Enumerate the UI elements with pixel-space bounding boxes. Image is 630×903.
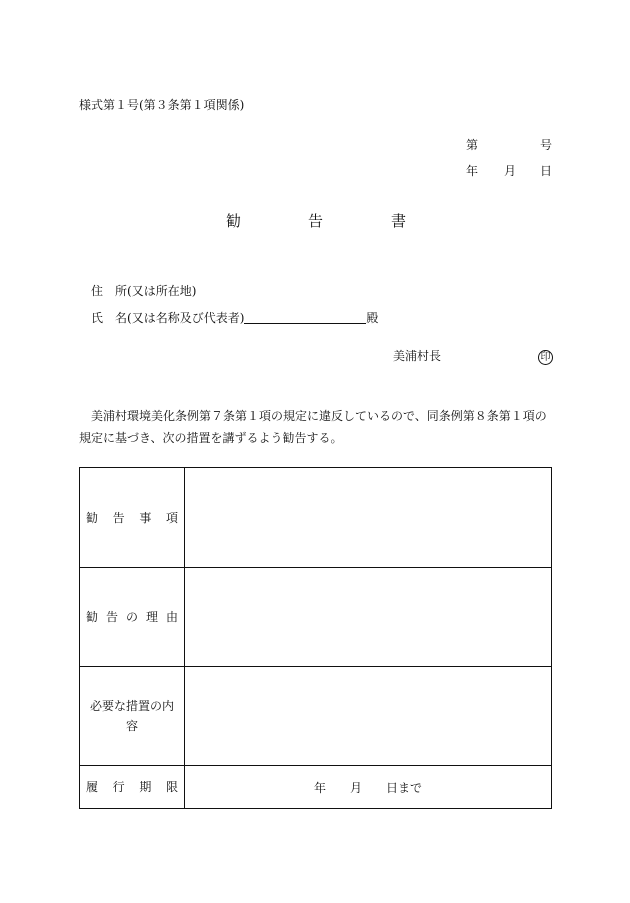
date-day: 日 bbox=[540, 164, 553, 178]
deadline-day-until: 日まで bbox=[386, 780, 423, 795]
address-label-char: 住 bbox=[91, 284, 104, 298]
honorific: 殿 bbox=[366, 311, 379, 325]
deadline-month: 月 bbox=[349, 780, 362, 795]
label-char: 項 bbox=[165, 510, 178, 525]
address-label-suffix: (又は所在地) bbox=[127, 284, 197, 298]
name-label-suffix: (又は名称及び代表者) bbox=[127, 311, 245, 325]
label-char: の bbox=[125, 610, 138, 624]
label-char: 期 bbox=[139, 780, 152, 794]
table-row bbox=[80, 766, 552, 809]
seal-icon: 印 bbox=[538, 350, 553, 365]
reason-field[interactable] bbox=[185, 568, 552, 667]
name-label-char: 名 bbox=[115, 311, 128, 325]
number-dai: 第 bbox=[466, 138, 479, 152]
label-char: 理 bbox=[145, 610, 158, 624]
name-label bbox=[91, 310, 378, 326]
label-char: 事 bbox=[139, 510, 152, 525]
label-char: 由 bbox=[165, 610, 178, 624]
table-row bbox=[80, 568, 552, 667]
required-measures-field[interactable] bbox=[185, 667, 552, 766]
body-line-1: 美浦村環境美化条例第７条第１項の規定に違反しているので、同条例第８条第１項の bbox=[91, 409, 547, 423]
label-char: 限 bbox=[165, 780, 178, 794]
name-blank-line[interactable] bbox=[244, 311, 366, 324]
number-go: 号 bbox=[540, 138, 553, 152]
row-label-required-measures bbox=[80, 667, 185, 766]
recommendation-items-field[interactable] bbox=[185, 468, 552, 568]
form-id: 様式第１号(第３条第１項関係) bbox=[79, 98, 245, 112]
label-char: 告 bbox=[105, 610, 118, 624]
table-row bbox=[80, 667, 552, 766]
issuer-title: 美浦村長 bbox=[393, 349, 442, 363]
title-char: 勧 bbox=[226, 212, 242, 230]
address-label bbox=[91, 283, 196, 299]
title-char: 書 bbox=[391, 212, 407, 230]
row-label-recommendation-items bbox=[80, 468, 185, 568]
label-char: 履 bbox=[86, 780, 99, 794]
deadline-field[interactable] bbox=[185, 766, 552, 809]
label-char: 行 bbox=[112, 780, 125, 794]
row-label-reason bbox=[80, 568, 185, 667]
label-char: 告 bbox=[112, 510, 125, 525]
name-label-char: 氏 bbox=[91, 311, 104, 325]
title-char: 告 bbox=[308, 212, 324, 230]
label-line: 容 bbox=[125, 719, 138, 733]
label-line: 必要な措置の内 bbox=[89, 699, 174, 713]
date-year: 年 bbox=[466, 164, 479, 178]
address-label-char: 所 bbox=[115, 284, 128, 298]
date-month: 月 bbox=[504, 164, 517, 178]
deadline-year: 年 bbox=[313, 780, 326, 795]
table-row bbox=[80, 468, 552, 568]
row-label-deadline bbox=[80, 766, 185, 809]
label-char: 勧 bbox=[86, 510, 99, 525]
body-line-2: 規定に基づき、次の措置を講ずるよう勧告する。 bbox=[79, 431, 343, 445]
label-char: 勧 bbox=[86, 610, 99, 624]
recommendation-table bbox=[79, 467, 552, 809]
